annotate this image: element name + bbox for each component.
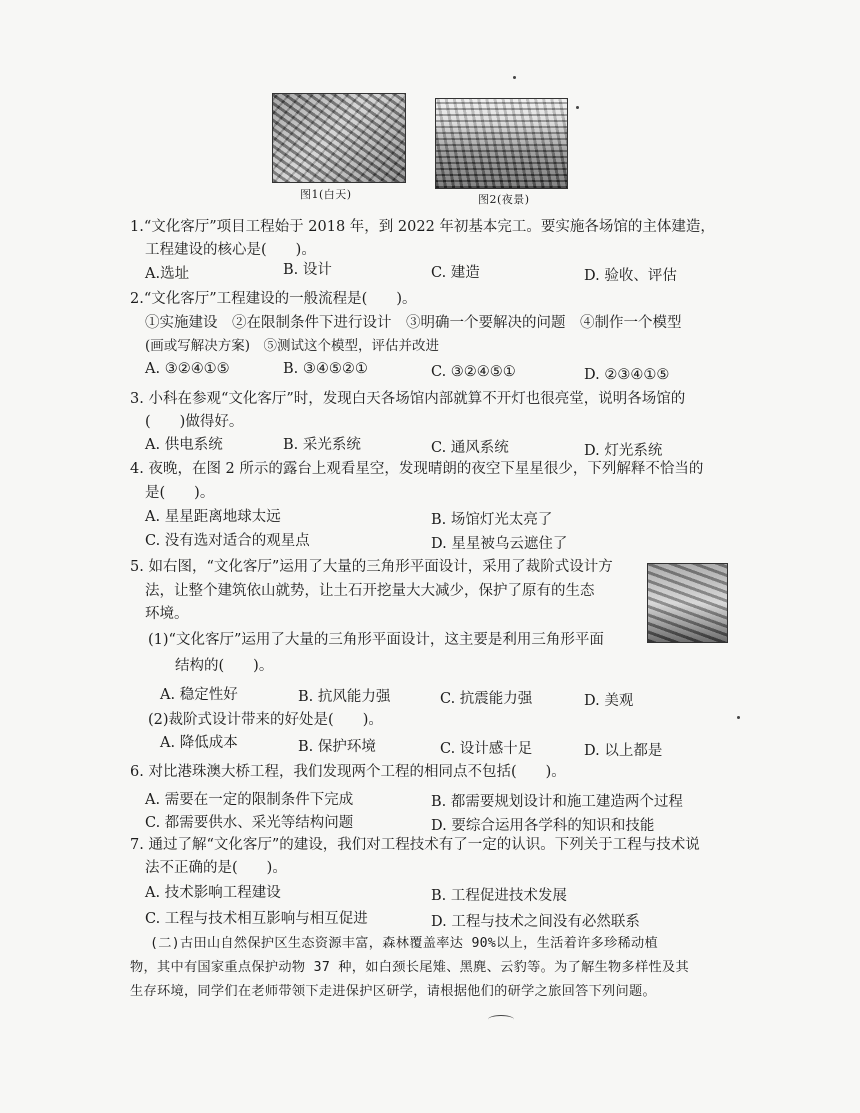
figure-2-night-photo bbox=[435, 98, 568, 189]
question-6-option-c: C. 都需要供水、采光等结构问题 bbox=[145, 815, 354, 831]
figure-2-caption: 图2(夜景) bbox=[478, 193, 530, 206]
question-5-1-option-c: C. 抗震能力强 bbox=[440, 691, 533, 707]
question-7-option-b: B. 工程促进技术发展 bbox=[431, 888, 567, 904]
question-4-option-a: A. 星星距离地球太远 bbox=[145, 509, 281, 525]
question-2-steps-cont: (画或写解决方案) ⑤测试这个模型，评估并改进 bbox=[145, 338, 440, 354]
question-3-option-d: D. 灯光系统 bbox=[584, 443, 663, 459]
question-7-stem: 7. 通过了解“文化客厅”的建设，我们对工程技术有了一定的认识。下列关于工程与技术说 bbox=[130, 837, 700, 853]
page-footer-mark bbox=[488, 1015, 514, 1024]
question-5-stem-cont: 法，让整个建筑依山就势，让土石开挖量大大减少，保护了原有的生态 bbox=[145, 583, 595, 599]
figure-1-daytime-photo bbox=[272, 93, 406, 183]
scan-speck bbox=[576, 106, 579, 109]
question-5-1-stem-cont: 结构的( )。 bbox=[175, 658, 274, 674]
question-1-option-d: D. 验收、评估 bbox=[584, 268, 677, 284]
question-5-1-option-b: B. 抗风能力强 bbox=[298, 689, 391, 705]
question-4-option-d: D. 星星被乌云遮住了 bbox=[431, 536, 568, 552]
question-4-stem: 4. 夜晚，在图 2 所示的露台上观看星空，发现晴朗的夜空下星星很少，下列解释不恰当的 bbox=[130, 461, 704, 477]
question-3-stem: 3. 小科在参观“文化客厅”时，发现白天各场馆内部就算不开灯也很亮堂，说明各场馆的 bbox=[130, 391, 686, 407]
question-5-2-option-c: C. 设计感十足 bbox=[440, 741, 533, 757]
scan-speck bbox=[513, 76, 516, 79]
question-1-stem: 1.“文化客厅”项目工程始于 2018 年，到 2022 年初基本完工。要实施各场馆的主体建造， bbox=[130, 219, 715, 235]
scan-speck bbox=[737, 716, 740, 719]
question-1-stem-cont: 工程建设的核心是( )。 bbox=[145, 242, 316, 258]
question-5-building-photo bbox=[647, 563, 728, 643]
question-7-stem-cont: 法不正确的是( )。 bbox=[145, 860, 287, 876]
section-2-intro-line-3: 生存环境，同学们在老师带领下走进保护区研学，请根据他们的研学之旅回答下列问题。 bbox=[130, 984, 657, 999]
section-2-intro-line-2: 物，其中有国家重点保护动物 37 种，如白颈长尾雉、黑麂、云豹等。为了解生物多样性及其 bbox=[130, 960, 689, 975]
question-7-option-d: D. 工程与技术之间没有必然联系 bbox=[431, 914, 640, 930]
question-4-stem-cont: 是( )。 bbox=[145, 485, 215, 501]
question-2-option-c: C. ③②④⑤① bbox=[431, 364, 516, 380]
question-3-stem-cont: ( )做得好。 bbox=[145, 414, 244, 430]
figure-1-caption: 图1(白天) bbox=[300, 188, 352, 201]
question-3-option-c: C. 通风系统 bbox=[431, 440, 509, 456]
question-6-option-a: A. 需要在一定的限制条件下完成 bbox=[145, 792, 354, 808]
question-4-option-b: B. 场馆灯光太亮了 bbox=[431, 512, 553, 528]
question-5-stem-cont2: 环境。 bbox=[145, 606, 189, 622]
question-2-option-d: D. ②③④①⑤ bbox=[584, 367, 670, 383]
question-5-1-option-a: A. 稳定性好 bbox=[160, 687, 238, 703]
question-5-1-option-d: D. 美观 bbox=[584, 693, 634, 709]
question-2-option-b: B. ③④⑤②① bbox=[283, 361, 368, 377]
question-7-option-c: C. 工程与技术相互影响与相互促进 bbox=[145, 911, 368, 927]
question-6-option-b: B. 都需要规划设计和施工建造两个过程 bbox=[431, 794, 683, 810]
question-2-option-a: A. ③②④①⑤ bbox=[145, 361, 230, 377]
question-7-option-a: A. 技术影响工程建设 bbox=[145, 885, 281, 901]
question-6-stem: 6. 对比港珠澳大桥工程，我们发现两个工程的相同点不包括( )。 bbox=[130, 764, 566, 780]
question-3-option-b: B. 采光系统 bbox=[283, 437, 361, 453]
section-2-intro-line-1: (二)古田山自然保护区生态资源丰富，森林覆盖率达 90%以上，生活着许多珍稀动植 bbox=[150, 936, 659, 951]
question-1-option-a: A.选址 bbox=[145, 266, 190, 282]
question-6-option-d: D. 要综合运用各学科的知识和技能 bbox=[431, 818, 655, 834]
question-1-option-b: B. 设计 bbox=[283, 262, 332, 278]
question-5-2-option-d: D. 以上都是 bbox=[584, 743, 663, 759]
question-5-2-option-a: A. 降低成本 bbox=[160, 735, 238, 751]
question-5-1-stem: (1)“文化客厅”运用了大量的三角形平面设计，这主要是利用三角形平面 bbox=[148, 632, 604, 648]
question-5-2-stem: (2)裁阶式设计带来的好处是( )。 bbox=[148, 712, 383, 728]
question-3-option-a: A. 供电系统 bbox=[145, 437, 223, 453]
question-4-option-c: C. 没有选对适合的观星点 bbox=[145, 533, 310, 549]
question-1-option-c: C. 建造 bbox=[431, 265, 480, 281]
question-5-stem: 5. 如右图，“文化客厅”运用了大量的三角形平面设计，采用了裁阶式设计方 bbox=[130, 559, 613, 575]
question-5-2-option-b: B. 保护环境 bbox=[298, 739, 376, 755]
question-2-steps: ①实施建设 ②在限制条件下进行设计 ③明确一个要解决的问题 ④制作一个模型 bbox=[145, 315, 682, 331]
question-2-stem: 2.“文化客厅”工程建设的一般流程是( )。 bbox=[130, 291, 417, 307]
